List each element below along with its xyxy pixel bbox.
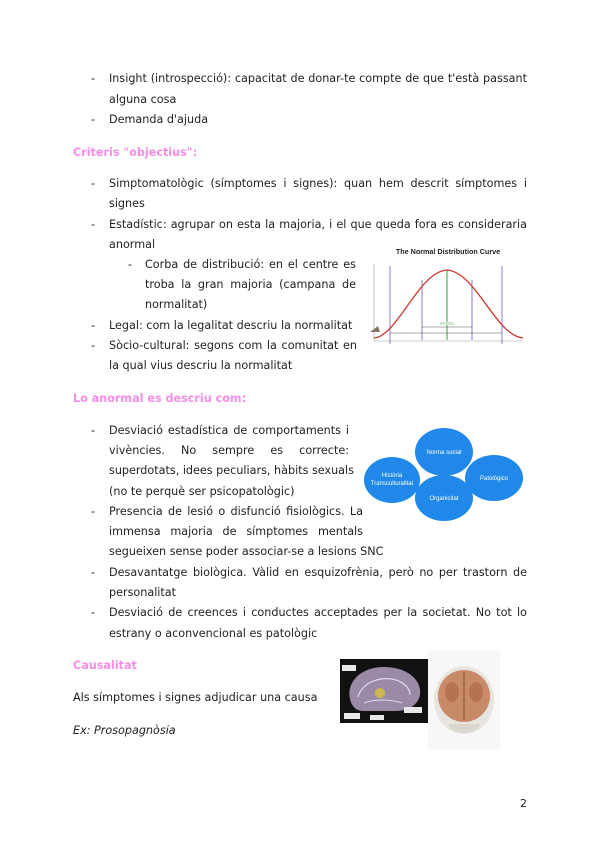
causalitat-heading: Causalitat (73, 659, 137, 672)
criteris-heading: Criteris "objectius": (73, 146, 198, 159)
label-transculturalitat: Transculturalitat (370, 481, 414, 487)
brain-model-image (428, 650, 500, 750)
bubble-historia (364, 457, 420, 503)
bullet-dash: - (91, 113, 96, 126)
insight-line-2: alguna cosa (109, 93, 177, 106)
range-label-box (440, 322, 454, 325)
corba-line-2: troba la gran majoria (campana de (145, 278, 356, 291)
brain-lobe (445, 682, 459, 702)
curve-title: The Normal Distribution Curve (395, 247, 501, 256)
label-patologico: Patológico (479, 476, 509, 482)
causalitat-text: Als símptomes i signes adjudicar una causa (73, 691, 318, 704)
corba-line-1: Corba de distribució: en el centre es (145, 258, 356, 271)
presencia-line-1: Presencia de lesió o disfunció fisiològics. La (109, 505, 363, 518)
creences-line-1: Desviació de creences i conductes acceptades per la societat. No tot lo (109, 606, 527, 619)
corba-line-3: normalitat) (145, 298, 208, 311)
desviacio-line-3: superdotats, idees peculiars, hàbits sexuals (109, 464, 354, 477)
simptomatologic-line-1: Simptomatològic (símptomes i signes): quan hem descrit símptomes i (109, 177, 527, 190)
page-number: 2 (520, 797, 527, 810)
annotation-box (344, 713, 360, 719)
label-historia: Història (381, 473, 403, 479)
creences-line-2: estrany o aconvencional es patològic (109, 627, 318, 640)
brain-mri-image (340, 659, 428, 723)
desviacio-line-4: (no te perquè ser psicopatològic) (109, 485, 295, 498)
bullet-dash: - (91, 505, 96, 518)
insight-line-1: Insight (introspecció): capacitat de donar-te compte de que t'està passant (109, 72, 527, 85)
demanda-ajuda: Demanda d'ajuda (109, 113, 209, 126)
socio-line-2: la qual vius descriu la normalitat (109, 359, 293, 372)
desviacio-line-2: vivències. No sempre es correcte: (109, 444, 349, 457)
bullet-dash: - (91, 606, 96, 619)
annotation-box (404, 707, 422, 713)
highlight-region (375, 688, 385, 698)
bullet-dash: - (91, 339, 96, 352)
causalitat-example: Ex: Prosopagnòsia (73, 724, 176, 737)
bullet-dash: - (91, 319, 96, 332)
bell-curve (374, 270, 523, 338)
simptomatologic-line-2: signes (109, 197, 145, 210)
normal-distribution-figure (368, 244, 528, 352)
bullet-dash: - (91, 177, 96, 190)
annotation-box (342, 665, 356, 671)
brain-lobe (469, 682, 483, 702)
bullet-dash: - (91, 424, 96, 437)
desavantatge-line-2: personalitat (109, 586, 177, 599)
abnormality-bubble-diagram (362, 425, 527, 525)
bullet-dash: - (91, 566, 96, 579)
legal-line: Legal: com la legalitat descriu la normalitat (109, 319, 353, 332)
anormal-heading: Lo anormal es descriu com: (73, 392, 247, 405)
corner-mark (370, 326, 380, 332)
bullet-dash: - (128, 258, 133, 271)
desviacio-line-1: Desviació estadística de comportaments i (109, 424, 349, 437)
desavantatge-line-1: Desavantatge biològica. Vàlid en esquizofrènia, però no per trastorn de (109, 566, 527, 579)
estadistic-line-1: Estadístic: agrupar on esta la majoria, i el que queda fora es consideraria (109, 218, 527, 231)
bullet-dash: - (91, 218, 96, 231)
bullet-dash: - (91, 72, 96, 85)
presencia-line-3: segueixen sense poder associar-se a lesions SNC (109, 545, 384, 558)
socio-line-1: Sòcio-cultural: segons com la comunitat en (109, 339, 357, 352)
label-organicitat: Organicitat (429, 496, 459, 502)
annotation-box (370, 715, 384, 720)
estadistic-line-2: anormal (109, 238, 156, 251)
presencia-line-2: immensa majoria de símptomes mentals (109, 525, 363, 538)
label-norma-social: Norma social (426, 450, 462, 456)
